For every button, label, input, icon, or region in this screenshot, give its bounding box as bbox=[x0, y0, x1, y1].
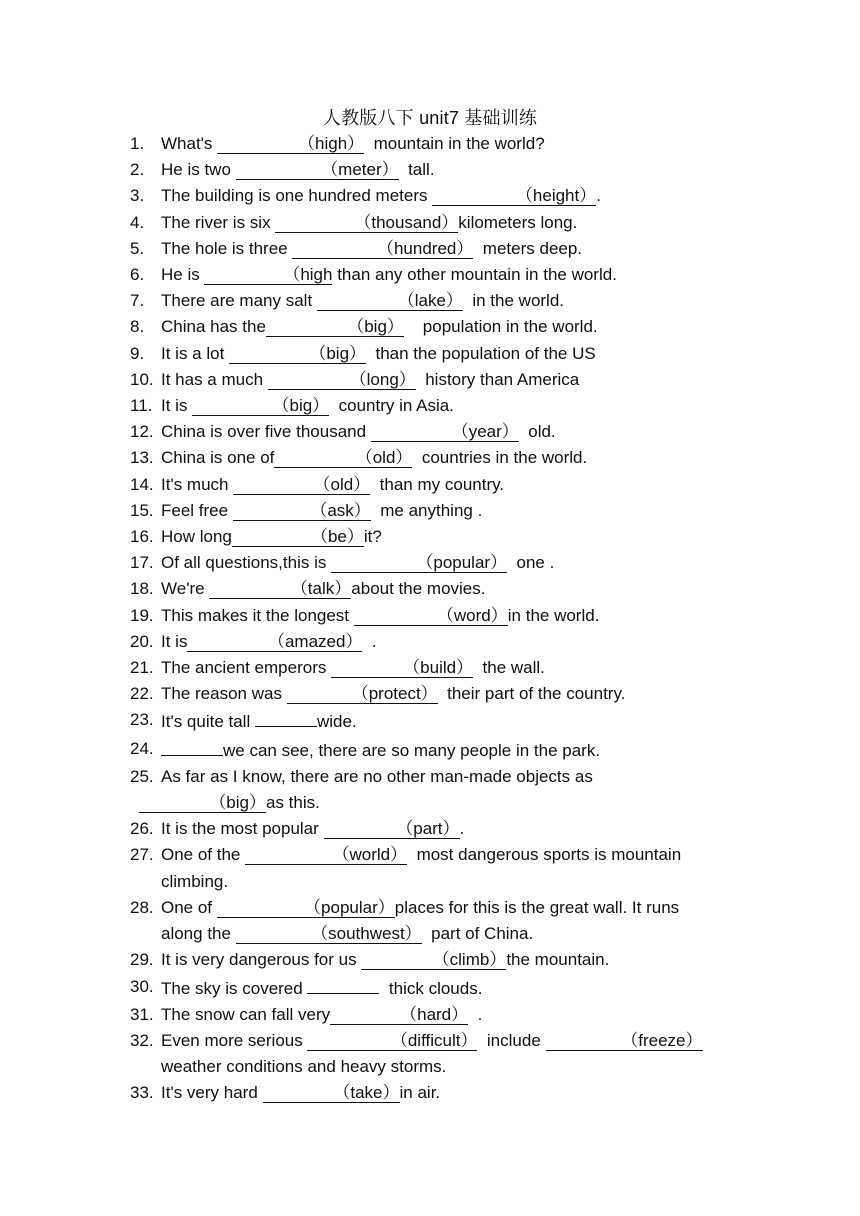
question-prefix: He is two bbox=[161, 160, 236, 180]
question-text bbox=[161, 183, 732, 209]
question-suffix: weather conditions and heavy storms. bbox=[161, 1057, 447, 1077]
question-prefix: The hole is three bbox=[161, 238, 293, 258]
answer-blank[interactable]: （big） bbox=[139, 793, 266, 813]
question-number: 24. bbox=[130, 738, 154, 758]
question-prefix: along the bbox=[161, 924, 236, 944]
answer-blank[interactable]: （high bbox=[204, 265, 332, 285]
question-suffix: than any other mountain in the world. bbox=[332, 265, 617, 285]
question-text bbox=[161, 498, 732, 524]
question-number: 17. bbox=[130, 553, 154, 573]
question-number: 12. bbox=[130, 422, 154, 442]
question-suffix: include bbox=[477, 1030, 546, 1050]
question-suffix: part of China. bbox=[421, 924, 534, 944]
question-text bbox=[161, 736, 732, 764]
question-suffix: old. bbox=[518, 422, 556, 442]
answer-blank[interactable]: （big） bbox=[192, 396, 329, 416]
question-suffix: kilometers long. bbox=[458, 212, 578, 232]
question-text bbox=[161, 314, 732, 340]
question-suffix: wide. bbox=[316, 712, 357, 732]
answer-blank[interactable]: （southwest） bbox=[236, 924, 422, 944]
question-item bbox=[130, 472, 732, 498]
question-text bbox=[161, 655, 732, 681]
answer-blank[interactable]: （word） bbox=[354, 606, 508, 626]
question-item bbox=[130, 629, 732, 655]
question-suffix: it? bbox=[363, 527, 382, 547]
question-suffix: . bbox=[596, 186, 601, 206]
question-text bbox=[161, 629, 732, 655]
answer-blank[interactable] bbox=[255, 707, 317, 727]
question-prefix: It is the most popular bbox=[161, 819, 324, 839]
answer-blank[interactable]: （ask） bbox=[233, 501, 371, 521]
question-prefix: He is bbox=[161, 265, 205, 285]
question-prefix: China has the bbox=[161, 317, 266, 337]
question-item bbox=[130, 550, 732, 576]
question-text bbox=[161, 367, 732, 393]
question-suffix: me anything . bbox=[370, 500, 483, 520]
answer-blank[interactable]: （talk） bbox=[209, 579, 351, 599]
question-item bbox=[130, 288, 732, 314]
question-text bbox=[161, 576, 732, 602]
question-item bbox=[130, 1002, 732, 1028]
question-prefix: What's bbox=[161, 134, 218, 153]
question-suffix: as this. bbox=[266, 793, 320, 813]
question-item bbox=[130, 262, 732, 288]
question-item bbox=[130, 157, 732, 183]
question-prefix: It's very hard bbox=[161, 1083, 263, 1103]
question-prefix: The snow can fall very bbox=[161, 1004, 331, 1024]
question-suffix: about the movies. bbox=[351, 579, 486, 599]
answer-blank[interactable]: （difficult） bbox=[307, 1031, 477, 1051]
question-item bbox=[130, 393, 732, 419]
question-suffix: . bbox=[468, 1004, 483, 1024]
answer-blank[interactable]: （popular） bbox=[217, 898, 395, 918]
answer-blank[interactable]: （height） bbox=[432, 186, 596, 206]
answer-blank[interactable]: （amazed） bbox=[187, 632, 362, 652]
answer-blank[interactable]: （climb） bbox=[361, 950, 506, 970]
question-suffix: the mountain. bbox=[506, 950, 610, 970]
question-item bbox=[130, 816, 732, 842]
question-text bbox=[161, 157, 732, 183]
question-text bbox=[161, 707, 732, 735]
answer-blank[interactable]: （old） bbox=[233, 475, 370, 495]
answer-blank[interactable]: （big） bbox=[229, 344, 366, 364]
question-item bbox=[130, 367, 732, 393]
question-number: 20. bbox=[130, 631, 154, 651]
question-suffix: in air. bbox=[399, 1083, 441, 1103]
question-item bbox=[130, 576, 732, 602]
question-suffix: one . bbox=[507, 553, 555, 573]
answer-blank[interactable]: （take） bbox=[263, 1083, 400, 1103]
question-item bbox=[130, 707, 732, 735]
question-text bbox=[161, 131, 732, 157]
question-text bbox=[161, 445, 732, 471]
question-text bbox=[161, 1002, 732, 1028]
question-prefix: The building is one hundred meters bbox=[161, 186, 433, 206]
answer-blank[interactable]: （year） bbox=[371, 422, 519, 442]
question-item bbox=[130, 603, 732, 629]
question-suffix: countries in the world. bbox=[412, 448, 588, 468]
question-suffix: than my country. bbox=[370, 474, 505, 494]
question-prefix: China is one of bbox=[161, 448, 275, 468]
question-suffix: meters deep. bbox=[473, 238, 583, 258]
question-prefix: How long bbox=[161, 527, 232, 547]
question-item bbox=[130, 183, 732, 209]
question-number: 33. bbox=[130, 1083, 154, 1103]
answer-blank[interactable]: （hundred） bbox=[292, 239, 473, 259]
answer-blank[interactable]: （lake） bbox=[317, 291, 463, 311]
answer-blank[interactable]: （part） bbox=[324, 819, 460, 839]
question-number: 22. bbox=[130, 684, 154, 704]
question-item bbox=[130, 524, 732, 550]
question-prefix: The river is six bbox=[161, 212, 276, 232]
question-prefix: Even more serious bbox=[161, 1030, 308, 1050]
question-item bbox=[130, 498, 732, 524]
question-prefix: The sky is covered bbox=[161, 978, 308, 998]
question-number: 25. bbox=[130, 766, 154, 786]
question-text bbox=[161, 341, 732, 367]
question-item bbox=[130, 131, 732, 157]
question-item bbox=[130, 895, 732, 947]
question-prefix: It's much bbox=[161, 474, 234, 494]
question-item bbox=[130, 655, 732, 681]
question-text bbox=[161, 1028, 732, 1080]
question-suffix: we can see, there are so many people in the park. bbox=[223, 740, 601, 760]
question-number: 21. bbox=[130, 658, 154, 678]
question-prefix: China is over five thousand bbox=[161, 422, 371, 442]
answer-blank[interactable]: （popular） bbox=[331, 553, 507, 573]
question-text bbox=[161, 974, 732, 1002]
question-text bbox=[161, 550, 732, 576]
question-number: 8. bbox=[130, 317, 145, 337]
question-text bbox=[161, 681, 732, 707]
question-item bbox=[130, 764, 732, 816]
question-item bbox=[130, 314, 732, 340]
question-suffix: mountain in the world? bbox=[364, 134, 545, 153]
question-text bbox=[161, 603, 732, 629]
question-number: 13. bbox=[130, 448, 154, 468]
question-text bbox=[161, 210, 732, 236]
question-prefix: It has a much bbox=[161, 369, 268, 389]
question-number: 29. bbox=[130, 950, 154, 970]
question-prefix: This makes it the longest bbox=[161, 605, 354, 625]
question-item bbox=[130, 210, 732, 236]
question-text bbox=[161, 842, 732, 894]
question-item bbox=[130, 681, 732, 707]
question-suffix: population in the world. bbox=[403, 317, 598, 337]
answer-blank[interactable]: （long） bbox=[268, 370, 416, 390]
question-text bbox=[161, 764, 732, 816]
question-prefix: As far as I know, there are no other man-made objects as bbox=[161, 766, 593, 786]
question-number: 9. bbox=[130, 343, 145, 363]
question-prefix: It is bbox=[161, 396, 193, 416]
question-item bbox=[130, 419, 732, 445]
answer-blank[interactable]: （high） bbox=[217, 134, 364, 154]
question-suffix: . bbox=[459, 819, 465, 839]
answer-blank[interactable]: （world） bbox=[245, 845, 407, 865]
question-continuation bbox=[161, 869, 732, 895]
question-suffix: climbing. bbox=[161, 871, 229, 891]
answer-blank[interactable]: （protect） bbox=[287, 684, 438, 704]
question-suffix: than the population of the US bbox=[366, 343, 596, 363]
answer-blank[interactable]: （meter） bbox=[236, 160, 399, 180]
answer-blank[interactable]: （be） bbox=[232, 527, 364, 547]
question-item bbox=[130, 842, 732, 894]
question-prefix: It is very dangerous for us bbox=[161, 950, 362, 970]
question-number: 28. bbox=[130, 897, 154, 917]
question-prefix: There are many salt bbox=[161, 291, 317, 311]
question-number: 1. bbox=[130, 134, 145, 153]
answer-blank[interactable] bbox=[161, 736, 223, 756]
question-prefix: It is a lot bbox=[161, 343, 230, 363]
question-suffix: their part of the country. bbox=[437, 684, 626, 704]
question-list bbox=[130, 131, 732, 1107]
question-text bbox=[161, 472, 732, 498]
question-number: 18. bbox=[130, 579, 154, 599]
answer-blank[interactable]: （big） bbox=[266, 317, 404, 337]
question-number: 4. bbox=[130, 212, 145, 232]
question-item bbox=[130, 1080, 732, 1106]
question-suffix: history than America bbox=[415, 369, 580, 389]
question-suffix: thick clouds. bbox=[379, 978, 483, 998]
question-number: 26. bbox=[130, 819, 154, 839]
question-item bbox=[130, 947, 732, 973]
question-continuation bbox=[139, 790, 732, 816]
answer-blank[interactable]: （hard） bbox=[330, 1005, 468, 1025]
question-number: 11. bbox=[130, 396, 153, 416]
question-item bbox=[130, 236, 732, 262]
question-prefix: It's quite tall bbox=[161, 712, 255, 732]
question-text bbox=[161, 393, 732, 419]
question-suffix: most dangerous sports is mountain bbox=[407, 845, 682, 865]
question-prefix: The reason was bbox=[161, 684, 287, 704]
question-number: 6. bbox=[130, 265, 145, 285]
question-number: 5. bbox=[130, 238, 145, 258]
answer-blank[interactable]: （build） bbox=[331, 658, 473, 678]
question-number: 19. bbox=[130, 605, 154, 625]
question-number: 16. bbox=[130, 527, 154, 547]
answer-blank[interactable] bbox=[307, 974, 379, 994]
question-suffix: . bbox=[362, 631, 377, 651]
question-suffix: places for this is the great wall. It runs bbox=[394, 897, 680, 917]
question-continuation bbox=[161, 921, 732, 947]
question-prefix: It is bbox=[161, 631, 188, 651]
question-continuation bbox=[161, 1054, 732, 1080]
question-item bbox=[130, 736, 732, 764]
question-prefix: The ancient emperors bbox=[161, 658, 332, 678]
question-number: 27. bbox=[130, 845, 154, 865]
question-item bbox=[130, 341, 732, 367]
question-prefix: One of the bbox=[161, 845, 246, 865]
question-text bbox=[161, 419, 732, 445]
question-text bbox=[161, 288, 732, 314]
answer-blank[interactable]: （thousand） bbox=[275, 213, 458, 233]
question-text bbox=[161, 816, 732, 842]
question-number: 31. bbox=[130, 1004, 154, 1024]
question-number: 7. bbox=[130, 291, 145, 311]
question-text bbox=[161, 895, 732, 947]
answer-blank[interactable]: （old） bbox=[274, 448, 412, 468]
question-number: 2. bbox=[130, 160, 145, 180]
question-number: 14. bbox=[130, 474, 154, 494]
question-suffix: in the world. bbox=[462, 291, 565, 311]
question-suffix: in the world. bbox=[507, 605, 600, 625]
question-number: 32. bbox=[130, 1030, 154, 1050]
question-text bbox=[161, 236, 732, 262]
question-prefix: Of all questions,this is bbox=[161, 553, 332, 573]
question-number: 30. bbox=[130, 976, 154, 996]
question-suffix: the wall. bbox=[473, 658, 545, 678]
question-item bbox=[130, 974, 732, 1002]
answer-blank[interactable]: （freeze） bbox=[546, 1031, 703, 1051]
question-number: 23. bbox=[130, 710, 154, 730]
question-suffix: tall. bbox=[398, 160, 435, 180]
worksheet-title: 人教版八下 unit7 基础训练 bbox=[322, 108, 538, 128]
question-prefix: Feel free bbox=[161, 500, 233, 520]
question-prefix: One of bbox=[161, 897, 217, 917]
question-item bbox=[130, 1028, 732, 1080]
question-item bbox=[130, 445, 732, 471]
question-number: 15. bbox=[130, 500, 154, 520]
question-number: 3. bbox=[130, 186, 145, 206]
question-text bbox=[161, 262, 732, 288]
question-text bbox=[161, 1080, 732, 1106]
question-number: 10. bbox=[130, 369, 154, 389]
question-prefix: We're bbox=[161, 579, 210, 599]
question-text bbox=[161, 947, 732, 973]
question-text bbox=[161, 524, 732, 550]
question-suffix: country in Asia. bbox=[329, 396, 454, 416]
